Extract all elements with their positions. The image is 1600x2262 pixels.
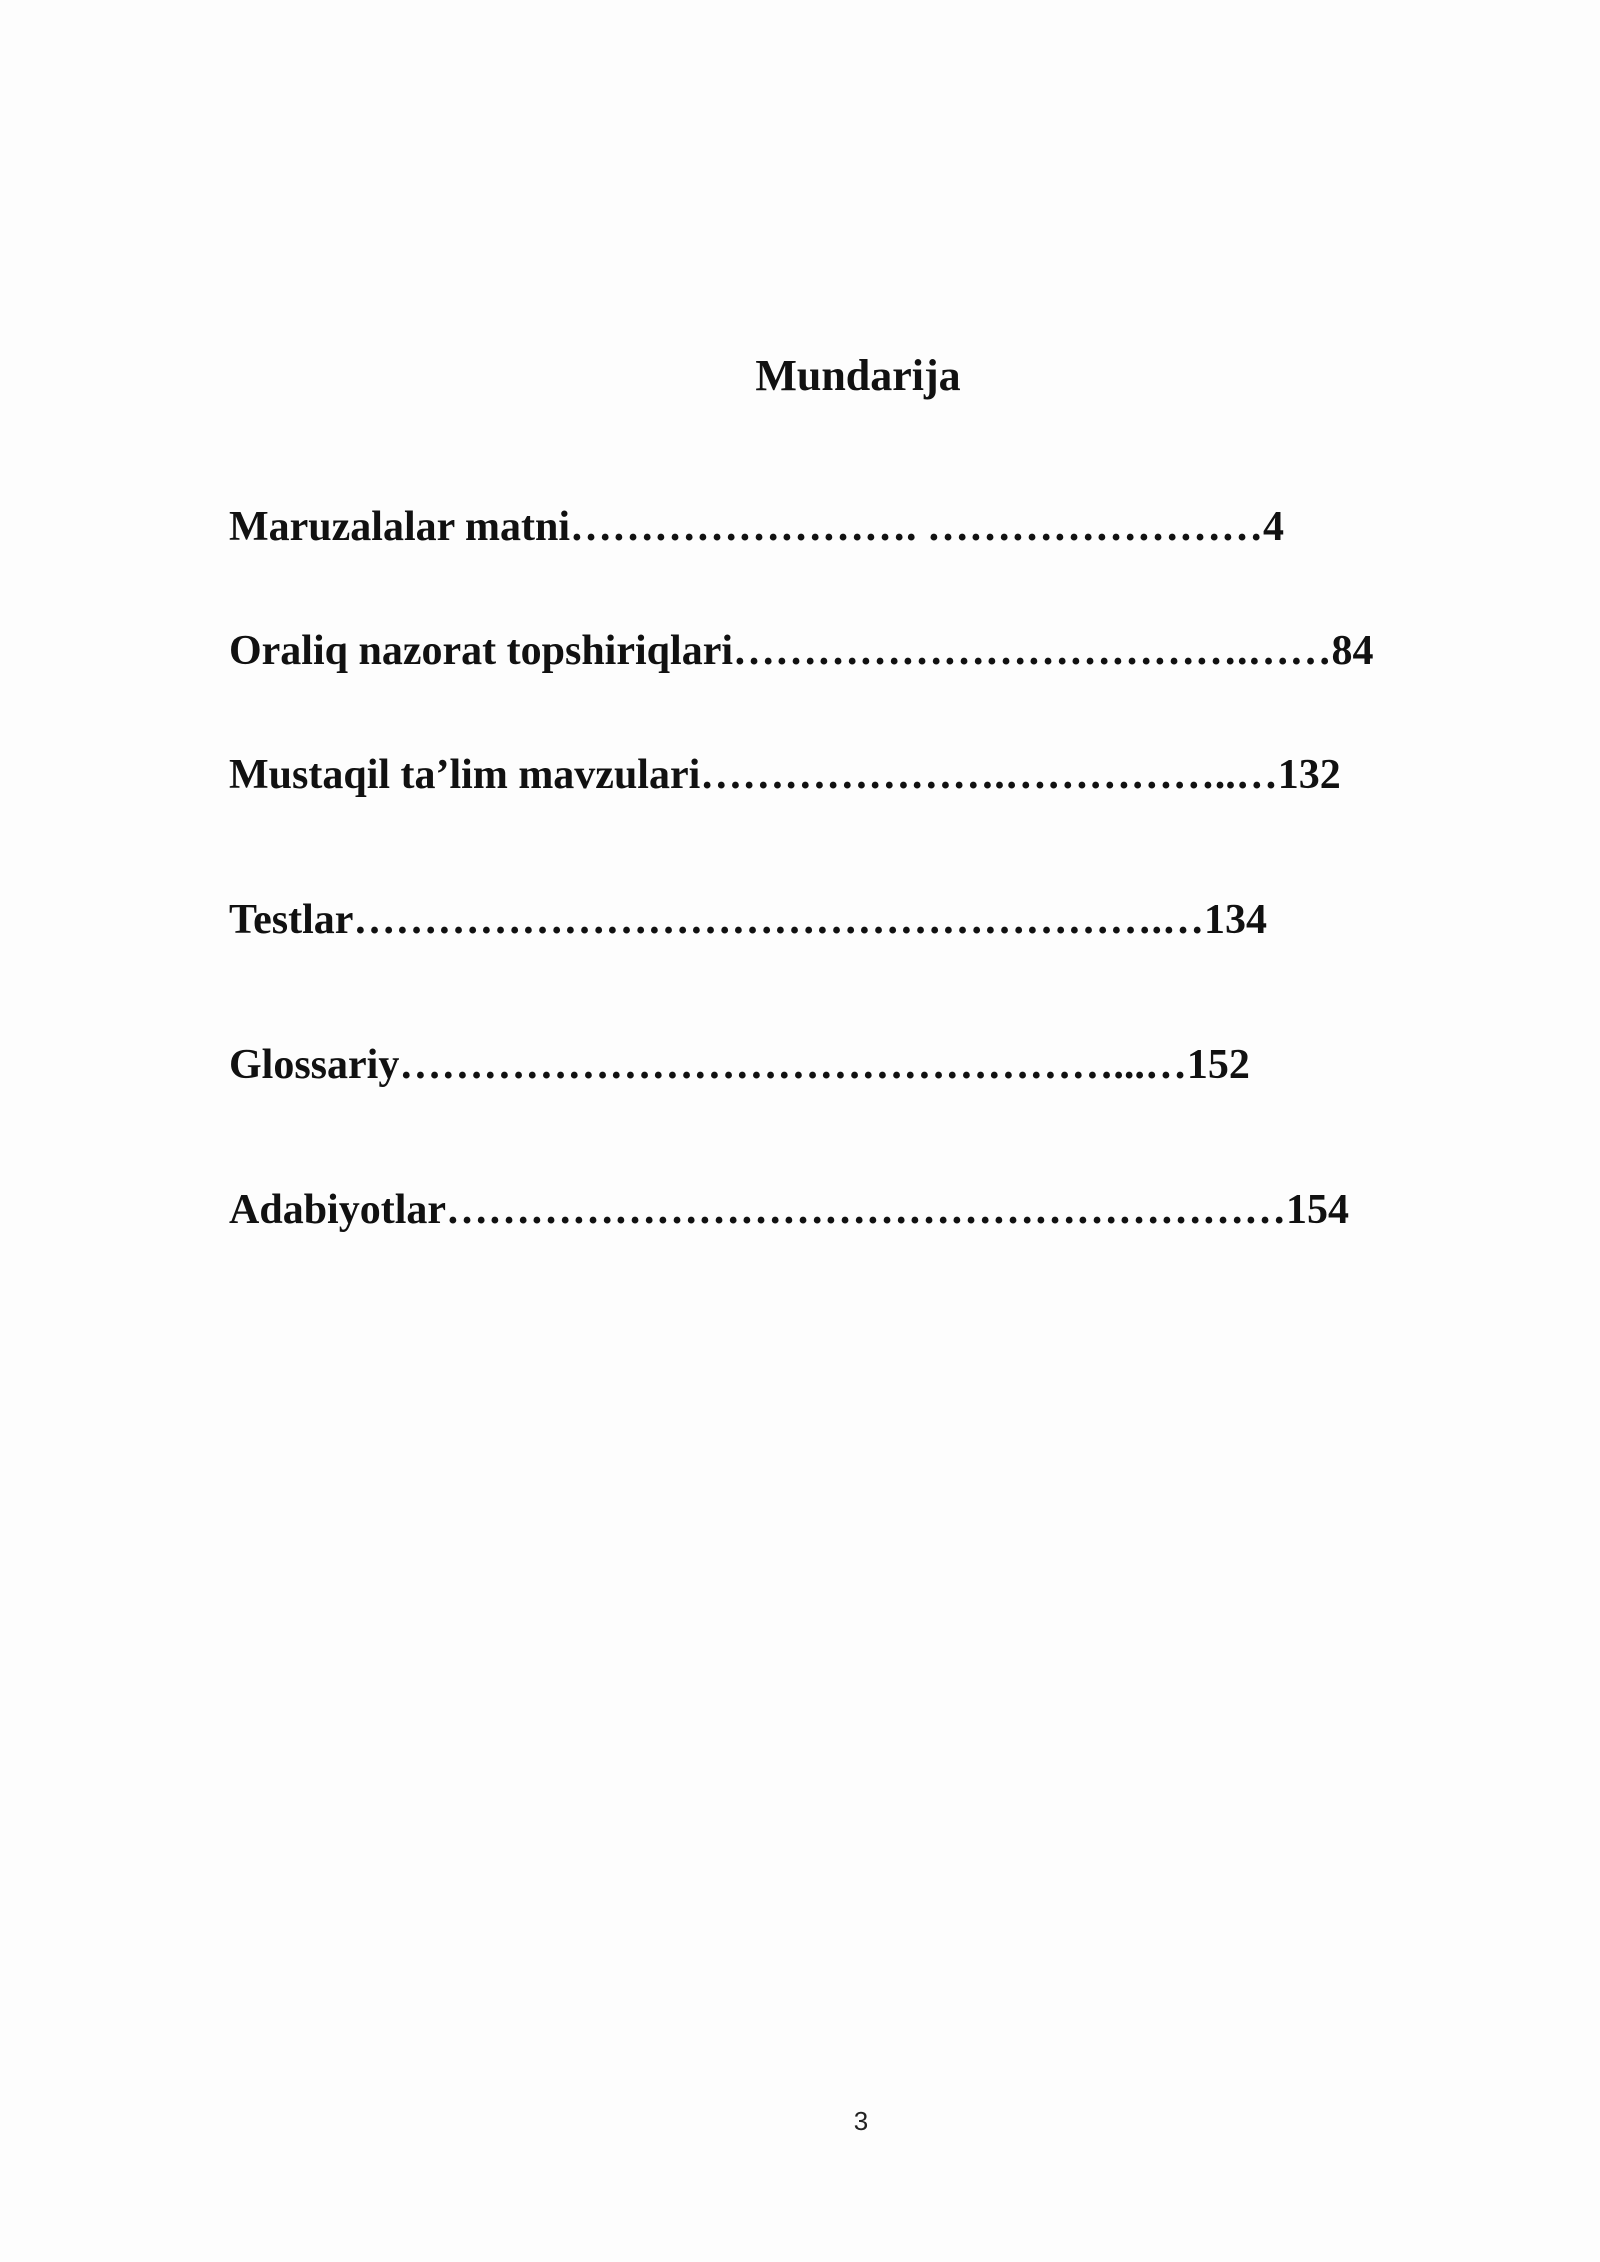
toc-entry-oraliq-nazorat[interactable]: [229, 624, 1374, 678]
toc-entry-page: 84: [1331, 628, 1374, 674]
toc-entry-leader: ……………………………………………………: [446, 1187, 1287, 1233]
toc-entry-glossariy[interactable]: [229, 1038, 1250, 1092]
toc-entry-page: 152: [1186, 1042, 1250, 1088]
toc-entry-mustaqil-talim[interactable]: [229, 748, 1341, 802]
toc-entry-label: Mustaqil ta’lim mavzulari: [229, 752, 701, 798]
toc-entry-page: 4: [1263, 504, 1285, 550]
toc-entry-leader: ………………….……………..…: [700, 752, 1278, 798]
toc-entry-label: Maruzalalar matni: [229, 504, 571, 550]
toc-entry-leader: ………………………………………………….…: [353, 897, 1204, 943]
toc-entry-page: 132: [1277, 752, 1341, 798]
toc-entry-page: 154: [1286, 1187, 1350, 1233]
toc-title: Mundarija: [755, 351, 961, 400]
toc-entry-leader: ……………………………………………...…: [399, 1042, 1187, 1088]
toc-entry-adabiyotlar[interactable]: [229, 1183, 1349, 1237]
toc-entry-testlar[interactable]: [229, 893, 1267, 947]
toc-entry-page: 134: [1203, 897, 1267, 943]
toc-entry-label: Glossariy: [229, 1042, 400, 1088]
toc-entry-leader: ……………………. ……………………: [570, 504, 1264, 550]
toc-entry-label: Testlar: [229, 897, 354, 943]
toc-entry-label: Adabiyotlar: [229, 1187, 447, 1233]
toc-entry-label: Oraliq nazorat topshiriqlari: [229, 628, 733, 674]
page-number: 3: [853, 2106, 869, 2136]
toc-entry-maruzalalar-matni[interactable]: [229, 500, 1284, 554]
toc-entry-leader: ……………………………….……: [733, 628, 1332, 674]
